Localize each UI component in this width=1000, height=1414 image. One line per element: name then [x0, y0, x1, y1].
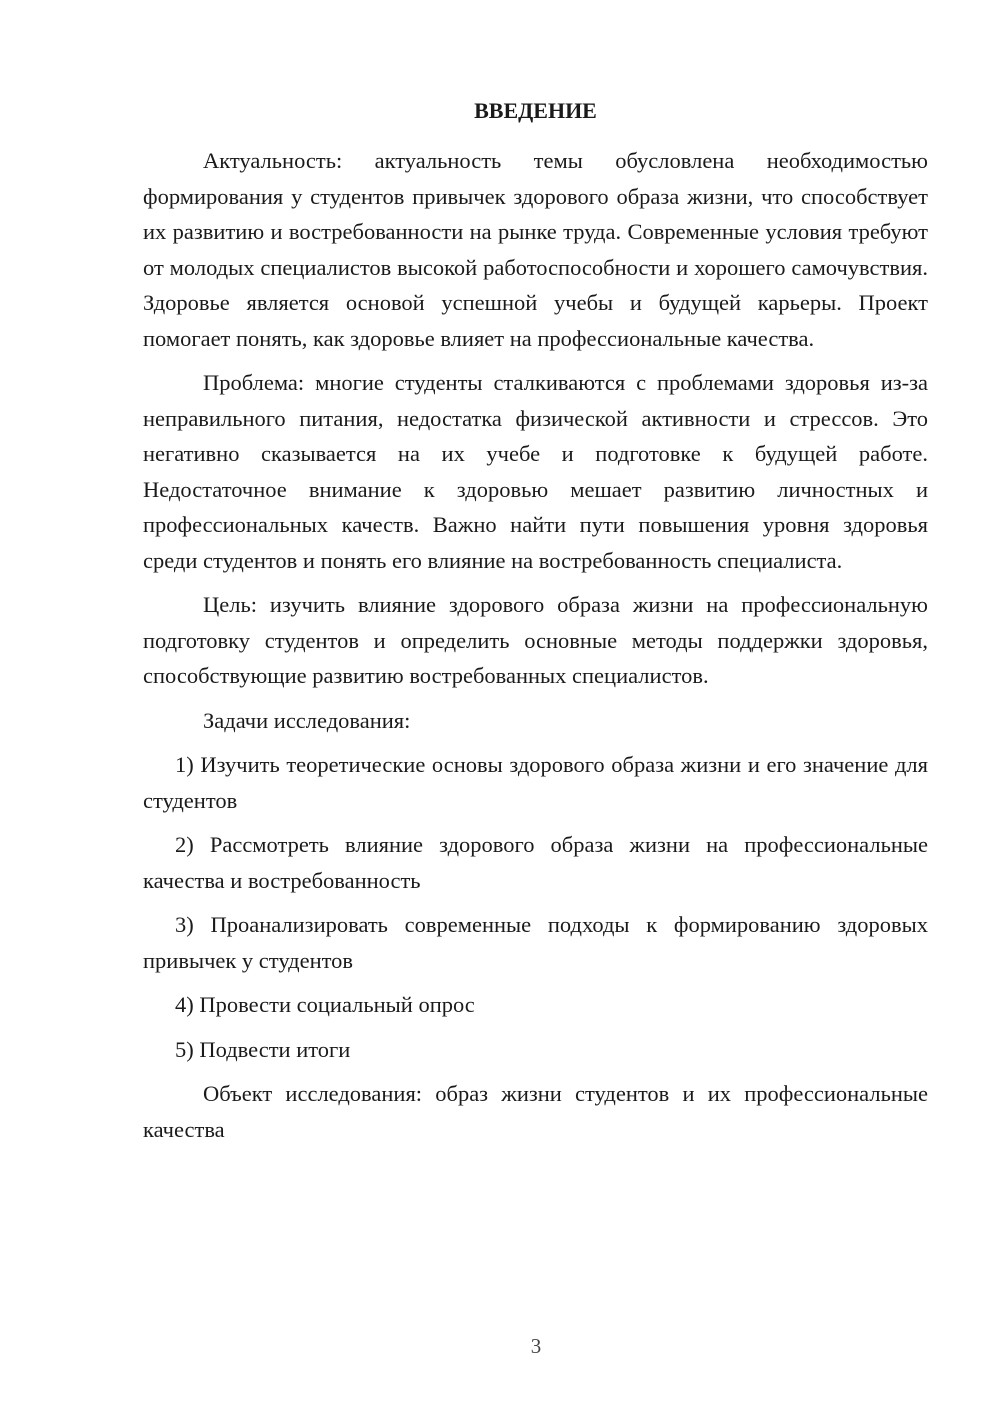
- problem-paragraph: Проблема: многие студенты сталкиваются с проблемами здоровья из-за неправильного питания, недостатка физической активности и стрессов. Это негативно сказывается на их учебе и подготовке к будущей работе. Недостаточное внимание к здоровью мешает развитию личностных и профессиональных качеств. Важно найти пути повышения уровня здоровья среди студентов и понять его влияние на востребованность специалиста.: [143, 370, 928, 573]
- object-paragraph: Объект исследования: образ жизни студентов и их профессиональные качества: [143, 1081, 928, 1142]
- page-content: [143, 94, 928, 1156]
- task-item-3: 3) Проанализировать современные подходы к формированию здоровых привычек у студентов: [143, 912, 928, 973]
- tasks-heading: Задачи исследования:: [203, 707, 411, 733]
- relevance-paragraph: Актуальность: актуальность темы обусловлена необходимостью формирования у студентов привычек здорового образа жизни, что способствует их развитию и востребованности на рынке труда. Современные условия требуют от молодых специалистов высокой работоспособности и хорошего самочувствия. Здоровье является основой успешной учебы и будущей карьеры. Проект помогает понять, как здоровье влияет на профессиональные качества.: [143, 148, 928, 351]
- task-item-2: 2) Рассмотреть влияние здорового образа жизни на профессиональные качества и востребованность: [143, 832, 928, 893]
- page-number: 3: [530, 1334, 542, 1358]
- tasks-list: [143, 747, 928, 1067]
- task-item-5: 5) Подвести итоги: [175, 1036, 351, 1062]
- section-title: ВВЕДЕНИЕ: [474, 98, 597, 123]
- goal-paragraph: Цель: изучить влияние здорового образа жизни на профессиональную подготовку студентов и определить основные методы поддержки здоровья, способствующие развитию востребованных специалистов.: [143, 592, 928, 688]
- task-item-4: 4) Провести социальный опрос: [175, 992, 475, 1017]
- task-item-1: 1) Изучить теоретические основы здорового образа жизни и его значение для студентов: [143, 752, 928, 813]
